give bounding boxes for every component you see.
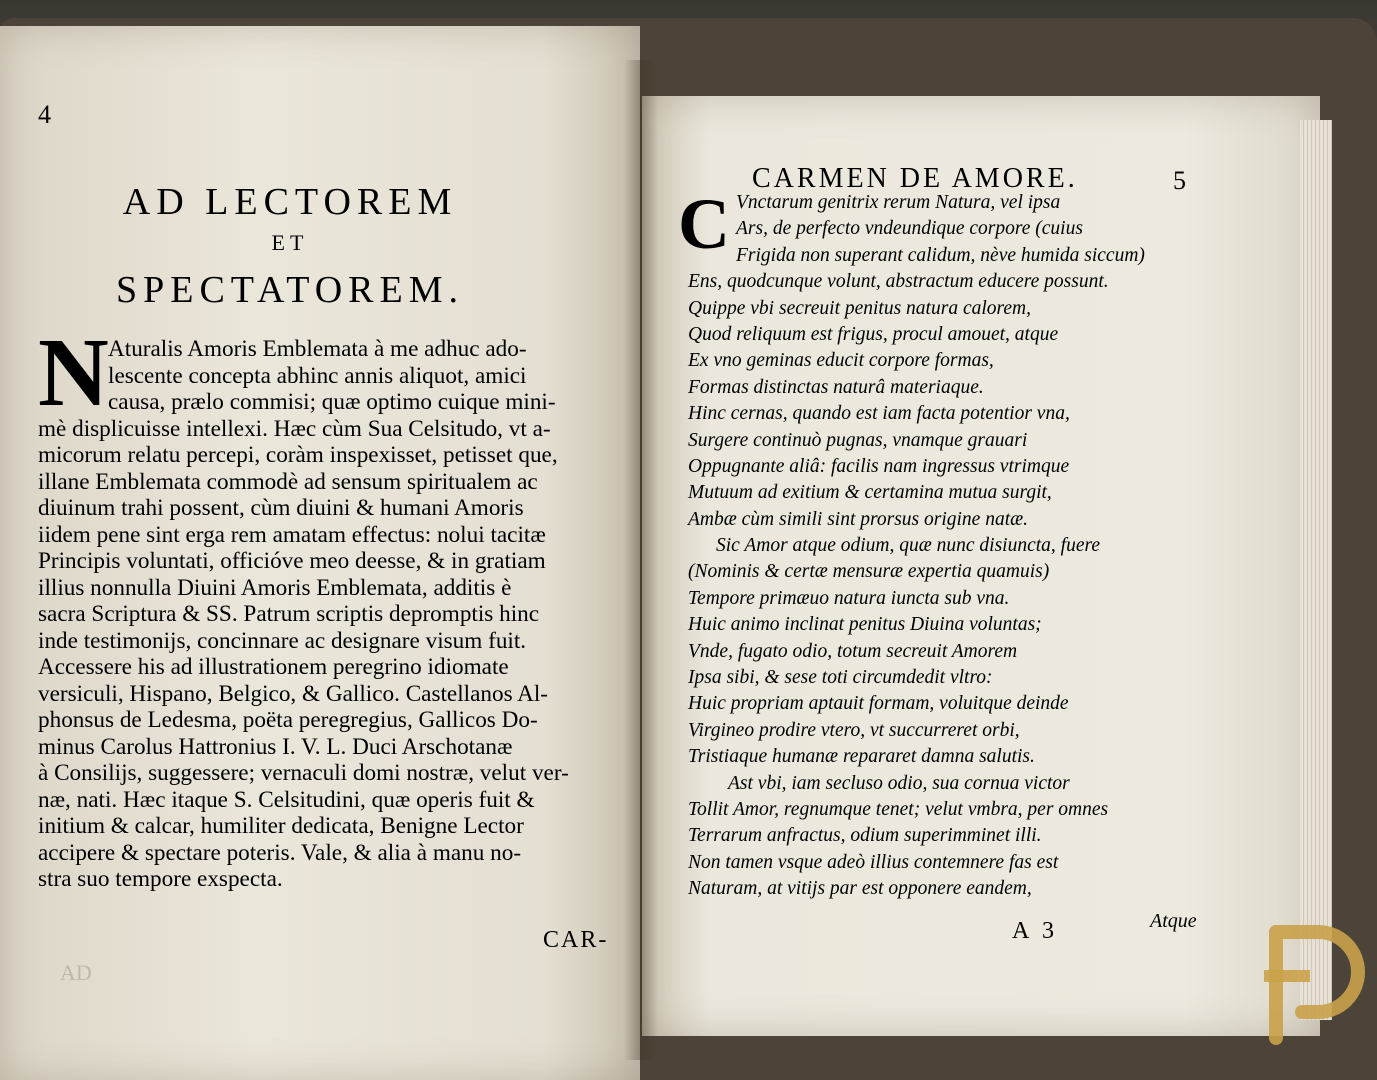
- verse-line: Ipsa sibi, & sese toti circumdedit vltro:: [688, 667, 993, 689]
- text-line: mè displicuisse intellexi. Hæc cùm Sua Celsitudo, vt a-: [38, 415, 551, 442]
- verse-line: Ens, quodcunque volunt, abstractum educere possunt.: [688, 271, 1109, 293]
- text-line: illane Emblemata commodè ad sensum spiritualem ac: [38, 468, 538, 495]
- verse-line: Sic Amor atque odium, quæ nunc disiuncta, fuere: [716, 535, 1101, 557]
- text-line: Aturalis Amoris Emblemata à me adhuc ado-: [108, 336, 527, 362]
- text-line: næ, nati. Hæc itaque S. Celsitudini, quæ operis fuit &: [38, 786, 535, 813]
- text-line: minus Carolus Hattronius I. V. L. Duci Arschotanæ: [38, 733, 513, 760]
- text-line: stra suo tempore exspecta.: [38, 866, 283, 892]
- verse-line: Ambæ cùm simili sint prorsus origine natæ.: [688, 508, 1029, 530]
- verse-line: (Nominis & certæ mensuræ expertia quamuis): [688, 561, 1050, 583]
- verse-line: Vnde, fugato odio, totum secreuit Amorem: [688, 640, 1018, 662]
- verse-line: Tempore primæuo natura iuncta sub vna.: [688, 587, 1010, 609]
- right-catchword: Atque: [1150, 910, 1197, 932]
- verse-line: Hinc cernas, quando est iam facta potentior vna,: [688, 403, 1070, 425]
- text-line: micorum relatu percepi, coràm inspexisset, petisset que,: [38, 442, 558, 468]
- book-gutter: [624, 60, 658, 1060]
- text-line: à Consilijs, suggessere; vernaculi domi nostræ, velut ver-: [38, 760, 569, 786]
- text-line: accipere & spectare poteris. Vale, & alia à manu no-: [38, 839, 522, 866]
- text-line: Accessere his ad illustrationem peregrino idiomate: [38, 654, 509, 680]
- verse-line: Ars, de perfecto vndeundique corpore (cuius: [736, 218, 1083, 240]
- text-line: inde testimonijs, concinnare ac designare visum fuit.: [38, 627, 527, 654]
- text-line: causa, prælo commisi; quæ optimo cuique mini-: [108, 389, 556, 415]
- text-line: illius nonnulla Diuini Amoris Emblemata, additis è: [38, 574, 512, 601]
- text-line: sacra Scriptura & SS. Patrum scriptis depromptis hinc: [38, 601, 540, 627]
- text-line: iidem pene sint erga rem amatam effectus: nolui tacitæ: [38, 521, 546, 548]
- verse-line: Virgineo prodire vtero, vt succurreret orbi,: [688, 719, 1020, 741]
- verse-line: Tollit Amor, regnumque tenet; velut vmbra, per omnes: [688, 798, 1109, 820]
- show-through-signature: AD: [60, 960, 92, 985]
- verse-line: Non tamen vsque adeò illius contemnere fas est: [688, 851, 1059, 873]
- verse-line: Vnctarum genitrix rerum Natura, vel ipsa: [736, 192, 1061, 213]
- verse-line: Ast vbi, iam secluso odio, sua cornua victor: [728, 772, 1070, 794]
- left-catchword: CAR-: [543, 927, 609, 953]
- right-body-text: [688, 190, 1288, 903]
- left-title-line-1: AD LECTOREM: [122, 181, 458, 223]
- text-line: lescente concepta abhinc annis aliquot, amici: [108, 362, 527, 389]
- verse-line: Frigida non superant calidum, nève humida siccum): [736, 244, 1145, 266]
- verse-line: Huic animo inclinat penitus Diuina voluntas;: [688, 614, 1042, 636]
- signature-mark: A 3: [1012, 918, 1059, 944]
- text-line: phonsus de Ledesma, poëta peregregius, Gallicos Do-: [38, 707, 538, 733]
- left-title-line-3: SPECTATOREM.: [115, 269, 465, 311]
- right-page-number: 5: [1173, 166, 1186, 195]
- verse-line: Mutuum ad exitium & certamina mutua surgit,: [688, 482, 1052, 504]
- text-line: diuinum trahi possent, cùm diuini & humani Amoris: [38, 495, 524, 521]
- verse-line: Quippe vbi secreuit penitus natura calorem,: [688, 297, 1031, 319]
- verse-line: Ex vno geminas educit corpore formas,: [688, 350, 994, 372]
- verse-line: Oppugnante aliâ: facilis nam ingressus vtrimque: [688, 455, 1070, 477]
- verse-line: Surgere continuò pugnas, vnamque grauari: [688, 429, 1028, 451]
- auction-house-logo-icon: [1258, 918, 1368, 1048]
- left-title-line-2: ET: [271, 230, 309, 255]
- right-title: CARMEN DE AMORE.: [752, 163, 1078, 194]
- text-line: Principis voluntati, officióve meo deesse, & in gratiam: [38, 548, 546, 574]
- verse-line: Tristiaque humanæ repararet damna salutis.: [688, 746, 1035, 768]
- left-page-number: 4: [38, 100, 51, 129]
- text-line: initium & calcar, humiliter dedicata, Benigne Lector: [38, 813, 524, 839]
- right-dropcap: C: [678, 184, 730, 264]
- verse-line: Terrarum anfractus, odium superimminet illi.: [688, 825, 1042, 847]
- left-dropcap: N: [38, 319, 109, 427]
- verse-line: Quod reliquum est frigus, procul amouet, atque: [688, 323, 1059, 345]
- page-edges: [1300, 120, 1332, 1020]
- text-line: versiculi, Hispano, Belgico, & Gallico. Castellanos Al-: [38, 680, 549, 707]
- left-body-text: [38, 336, 608, 893]
- verse-line: Huic propriam aptauit formam, voluitque deinde: [688, 693, 1069, 715]
- verse-line: Formas distinctas naturâ materiaque.: [688, 376, 984, 398]
- verse-line: Naturam, at vitijs par est opponere eandem,: [688, 878, 1032, 900]
